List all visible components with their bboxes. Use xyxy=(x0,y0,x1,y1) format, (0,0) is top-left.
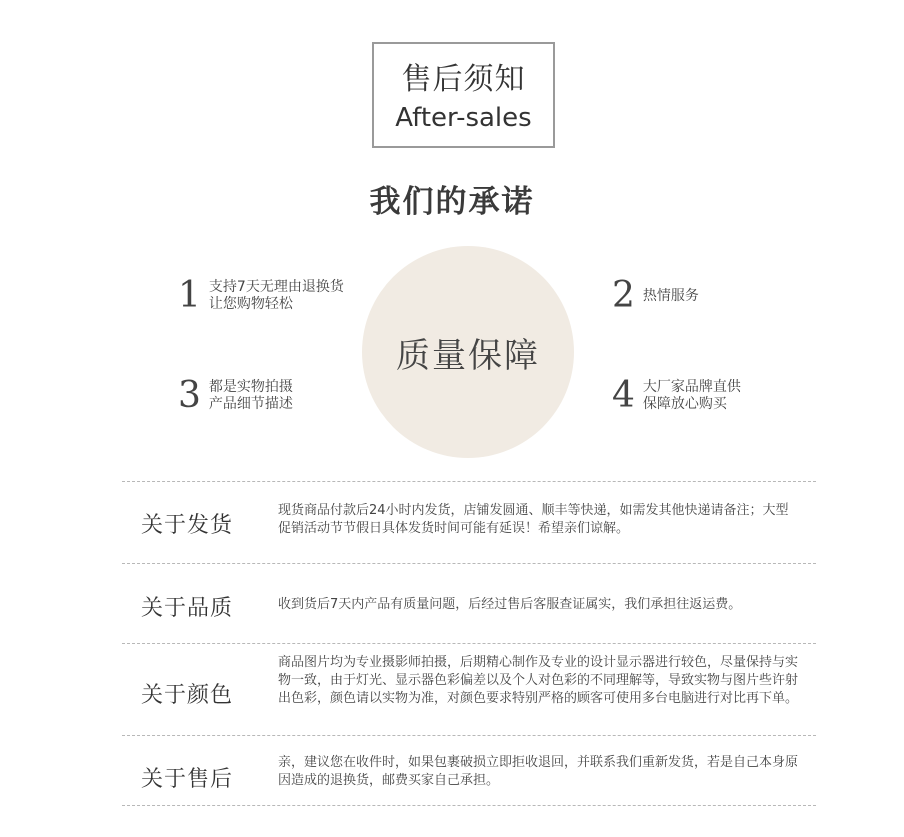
point-text-line: 热情服务 xyxy=(642,287,699,304)
promise-point-1 xyxy=(178,276,344,316)
point-text-line: 支持7天无理由退换货 xyxy=(208,279,344,295)
section-text-shipping: 现货商品付款后24小时内发货，店铺发圆通、顺丰等快递，如需发其他快递请备注；大型促销活动节节假日具体发货时间可能有延误！希望亲们谅解。 xyxy=(278,503,789,536)
header-box xyxy=(372,42,555,148)
section-label-color: 关于颜色 xyxy=(141,683,234,708)
promise-point-4 xyxy=(612,376,741,416)
divider xyxy=(122,563,816,564)
quality-circle-label: 质量保障 xyxy=(396,335,540,376)
point-text-line: 都是实物拍摄 xyxy=(208,379,293,395)
point-number: 4 xyxy=(612,375,635,416)
divider xyxy=(122,735,816,736)
promise-point-2 xyxy=(612,276,699,316)
section-text-aftersales: 亲，建议您在收件时，如果包裹破损立即拒收退回，并联系我们重新发货，若是自己本身原因造成的退换货，邮费买家自己承担。 xyxy=(278,755,799,788)
section-label-aftersales: 关于售后 xyxy=(141,767,234,792)
point-number: 2 xyxy=(612,275,635,316)
point-number: 3 xyxy=(178,375,201,416)
divider xyxy=(122,481,816,482)
point-text-line: 让您购物轻松 xyxy=(208,296,293,312)
point-text-line: 保障放心购买 xyxy=(642,396,727,412)
promise-title: 我们的承诺 xyxy=(369,184,535,220)
section-text-quality: 收到货后7天内产品有质量问题，后经过售后客服查证属实，我们承担往返运费。 xyxy=(278,597,742,612)
section-label-quality: 关于品质 xyxy=(141,596,234,621)
divider xyxy=(122,643,816,644)
section-label-shipping: 关于发货 xyxy=(141,513,234,538)
point-text-line: 产品细节描述 xyxy=(208,396,293,412)
header-title-cn: 售后须知 xyxy=(401,62,526,97)
divider xyxy=(122,805,816,806)
point-number: 1 xyxy=(178,275,201,316)
section-text-color: 商品图片均为专业摄影师拍摄，后期精心制作及专业的设计显示器进行较色，尽量保持与实物一致，由于灯光、显示器色彩偏差以及个人对色彩的不同理解等，导致实物与图片些许射出色彩，颜色请以实物为准，对颜色要求特别严格的顾客可使用多台电脑进行对比再下单。 xyxy=(278,655,799,706)
point-text-line: 大厂家品牌直供 xyxy=(642,379,741,395)
promise-point-3 xyxy=(178,376,293,416)
header-title-en: After-sales xyxy=(395,103,532,133)
quality-circle xyxy=(362,246,574,458)
